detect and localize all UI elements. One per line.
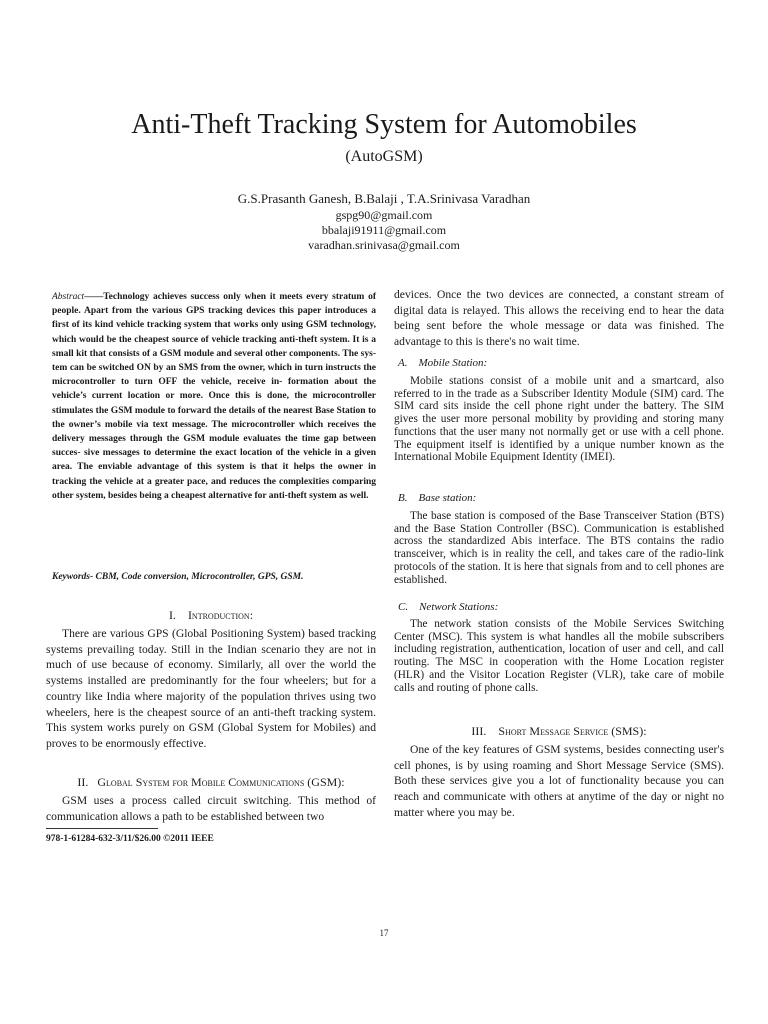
section-number: I. (168, 608, 176, 622)
base-station-text (394, 510, 724, 586)
author-email: varadhan.srinivasa@gmail.com (308, 238, 460, 252)
paragraph: Mobile stations consist of a mobile unit and a smartcard, also referred to in the trade as a Subscriber Identity Module (SIM) card. The SIM card sits inside the cell phone right under the battery. The SIM gives the user more personal mobility by providing and storing many functions that the user many not normally get or use with a cell phone. The equipment itself is identified by a unique number known as the International Mobile Equipment Identity (IMEI). (394, 375, 724, 464)
abstract-text: Technology achieves success only when it meets every stratum of people. Apart from the various GPS tracking devices this paper introduces a first of its kind vehicle tracking system that works only using GSM technology, which would be the cheapest source of vehicle tracking anti-theft system. It is a small kit that consists of a GSM module and several other components. The sys- tem can be switched ON by an SMS from the owner, which in turn instructs the microcontroller to turn OFF the vehicle, receive in- formation about the vehicle’s current location or more. Once this is done, the microcontroller stimulates the GSM module to forward the details of the nearest Base Station to the owner’s mobile via text message. The microcontroller which receives the delivery messages through the GSM module evaluates the time gap between succes- sive messages to determine the exact location of the vehicle in a given area. The enviable advantage of this system is that it helps the owner in tracking the vehicle at a greater pace, and reduces the complexities comparing other system, besides being a cheapest alternative for anti-theft system as well. (52, 292, 376, 501)
section-heading-gsm (46, 775, 376, 790)
page-number: 17 (379, 928, 389, 938)
gsm-text (46, 793, 376, 824)
author-list: G.S.Prasanth Ganesh, B.Balaji , T.A.Srinivasa Varadhan (237, 191, 531, 206)
subsection-heading-mobile-station (398, 357, 487, 369)
section-title: Introduction: (187, 608, 254, 622)
section-number: III. (471, 724, 487, 738)
subsection-title: Network Stations: (419, 601, 499, 613)
section-heading-sms (394, 724, 724, 739)
paper-title: Anti-Theft Tracking System for Automobiles (131, 109, 637, 140)
copyright-footnote: 978-1-61284-632-3/11/$26.00 ©2011 IEEE (46, 834, 214, 844)
keywords: Keywords- CBM, Code conversion, Microcontroller, GPS, GSM. (52, 572, 304, 582)
paragraph: The base station is composed of the Base Transceiver Station (BTS) and the Base Station Controller (BSC). Communication is established across the standardized Abis interface. The BTS contains the radio transceiver, which is in reality the cell, and takes care of the radio-link protocols of the station. It is here that signals from and to cell phones are established. (394, 510, 724, 586)
network-stations-text (394, 618, 724, 694)
subsection-title: Mobile Station: (418, 357, 488, 369)
abstract-dash: —— (84, 292, 104, 302)
section-title: Short Message Service (498, 724, 609, 738)
section-heading-introduction (46, 608, 376, 623)
subsection-label: C. (398, 601, 409, 613)
paragraph: GSM uses a process called circuit switching. This method of communication allows a path to be established between two (46, 794, 376, 823)
paragraph: One of the key features of GSM systems, besides connecting user's cell phones, is by using roaming and Short Message Service (SMS). Both these services give you a lot of functionality because you can reach and communicate with others at anytime of the day or night no matter where you may be. (394, 743, 724, 819)
author-email: bbalaji91911@gmail.com (321, 223, 447, 237)
gsm-text-continued (394, 287, 724, 350)
subsection-heading-network-stations (398, 601, 498, 613)
sms-text (394, 742, 724, 821)
section-title: Global System for Mobile Communications (97, 775, 305, 789)
paragraph: The network station consists of the Mobile Services Switching Center (MSC). This system is what handles all the mobile subscribers including registration, authentication, location of user and cell, and call routing. The MSC in cooperation with the Home Location register (HLR) and the Visitor Location Register (VLR), take care of mobile calls and routing of phone calls. (394, 618, 724, 694)
mobile-station-text (394, 375, 724, 464)
footnote-rule (46, 828, 158, 829)
paragraph: devices. Once the two devices are connected, a constant stream of digital data is relayed. This allows the receiving end to hear the data being sent before the whole message or data was finished. The advantage to this is there's no wait time. (394, 288, 724, 349)
subsection-label: A. (398, 357, 408, 369)
section-title-suffix: (SMS): (608, 724, 647, 738)
introduction-text (46, 626, 376, 752)
abstract-label: Abstract (52, 292, 85, 302)
author-email: gspg90@gmail.com (335, 208, 433, 222)
subsection-label: B. (398, 492, 408, 504)
subsection-heading-base-station (398, 492, 476, 504)
paper-subtitle: (AutoGSM) (345, 148, 423, 165)
section-number: II. (77, 775, 89, 789)
subsection-title: Base station: (418, 492, 477, 504)
abstract (52, 290, 376, 503)
paragraph: There are various GPS (Global Positioning System) based tracking systems prevailing today. Still in the Indian scenario they are not in much of use because of economy. Similarly, all over the world the systems installed are predominantly for the four wheelers; but for a country like India where majority of the population thrives using two wheelers, here is the cheapest source of an anti-theft tracking system. This system works purely on GSM (Global System for Mobiles) and proves to be enormously effective. (46, 627, 376, 750)
section-title-suffix: (GSM): (304, 775, 345, 789)
